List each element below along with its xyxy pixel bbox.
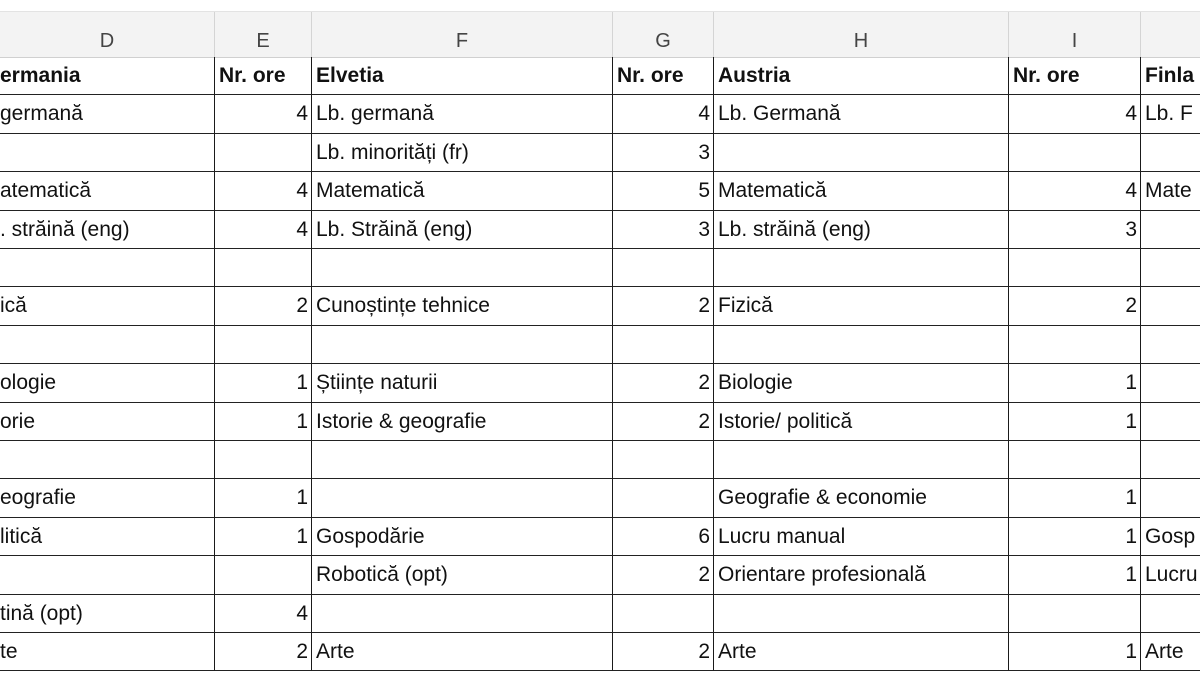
- cell-i[interactable]: [1009, 326, 1141, 364]
- table-row: [0, 595, 1200, 633]
- cell-e[interactable]: [215, 441, 312, 479]
- cell-grid: [0, 57, 1200, 675]
- cell-i[interactable]: 1: [1009, 479, 1141, 517]
- cell-d[interactable]: [0, 326, 215, 364]
- cell-e[interactable]: 1: [215, 518, 312, 556]
- cell-g[interactable]: 4: [613, 95, 714, 133]
- header-cell-hours[interactable]: Nr. ore: [1009, 57, 1141, 95]
- cell-i[interactable]: 1: [1009, 364, 1141, 402]
- cell-e[interactable]: [215, 134, 312, 172]
- cell-h[interactable]: Fizică: [714, 287, 1009, 325]
- table-row: [0, 441, 1200, 479]
- column-header-d[interactable]: D: [0, 12, 215, 57]
- cell-f[interactable]: Istorie & geografie: [312, 403, 613, 441]
- cell-f[interactable]: [312, 249, 613, 287]
- cell-f[interactable]: [312, 441, 613, 479]
- cell-i[interactable]: 1: [1009, 633, 1141, 671]
- cell-d[interactable]: eografie: [0, 479, 215, 517]
- cell-j[interactable]: Lb. F: [1141, 95, 1200, 133]
- table-row: [0, 287, 1200, 325]
- header-cell-austria[interactable]: Austria: [714, 57, 1009, 95]
- cell-f[interactable]: [312, 326, 613, 364]
- cell-f[interactable]: [312, 479, 613, 517]
- cell-e[interactable]: 4: [215, 95, 312, 133]
- column-header-f[interactable]: F: [312, 12, 613, 57]
- column-header-j[interactable]: [1141, 12, 1200, 57]
- cell-d[interactable]: tină (opt): [0, 595, 215, 633]
- cell-f[interactable]: Robotică (opt): [312, 556, 613, 594]
- table-row: [0, 633, 1200, 671]
- cell-d[interactable]: . străină (eng): [0, 211, 215, 249]
- cell-j[interactable]: Arte: [1141, 633, 1200, 671]
- table-row: [0, 479, 1200, 517]
- header-cell-hours[interactable]: Nr. ore: [215, 57, 312, 95]
- cell-e[interactable]: 1: [215, 403, 312, 441]
- cell-h[interactable]: [714, 441, 1009, 479]
- cell-h[interactable]: Matematică: [714, 172, 1009, 210]
- column-header-g[interactable]: G: [613, 12, 714, 57]
- header-cell-hours[interactable]: Nr. ore: [613, 57, 714, 95]
- cell-j[interactable]: [1141, 326, 1200, 364]
- cell-e[interactable]: 4: [215, 211, 312, 249]
- cell-g[interactable]: 2: [613, 633, 714, 671]
- cell-i[interactable]: 1: [1009, 556, 1141, 594]
- table-row: [0, 211, 1200, 249]
- table-row: [0, 518, 1200, 556]
- cell-j[interactable]: Lucru: [1141, 556, 1200, 594]
- cell-j[interactable]: Gosp: [1141, 518, 1200, 556]
- cell-f[interactable]: Lb. germană: [312, 95, 613, 133]
- cell-j[interactable]: [1141, 479, 1200, 517]
- cell-d[interactable]: ică: [0, 287, 215, 325]
- cell-e[interactable]: 4: [215, 595, 312, 633]
- cell-e[interactable]: 2: [215, 633, 312, 671]
- table-row: [0, 134, 1200, 172]
- cell-j[interactable]: [1141, 403, 1200, 441]
- cell-h[interactable]: [714, 134, 1009, 172]
- cell-i[interactable]: 3: [1009, 211, 1141, 249]
- cell-i[interactable]: 2: [1009, 287, 1141, 325]
- cell-f[interactable]: Lb. minorități (fr): [312, 134, 613, 172]
- cell-g[interactable]: 5: [613, 172, 714, 210]
- cell-i[interactable]: [1009, 441, 1141, 479]
- cell-h[interactable]: [714, 595, 1009, 633]
- cell-h[interactable]: [714, 249, 1009, 287]
- cell-e[interactable]: 1: [215, 364, 312, 402]
- cell-h[interactable]: Lb. străină (eng): [714, 211, 1009, 249]
- table-header-row: [0, 57, 1200, 95]
- cell-h[interactable]: [714, 326, 1009, 364]
- cell-i[interactable]: 1: [1009, 403, 1141, 441]
- cell-d[interactable]: litică: [0, 518, 215, 556]
- cell-g[interactable]: [613, 249, 714, 287]
- column-header-e[interactable]: E: [215, 12, 312, 57]
- cell-d[interactable]: orie: [0, 403, 215, 441]
- cell-h[interactable]: Orientare profesională: [714, 556, 1009, 594]
- cell-d[interactable]: [0, 441, 215, 479]
- cell-j[interactable]: Mate: [1141, 172, 1200, 210]
- cell-j[interactable]: [1141, 134, 1200, 172]
- table-row: [0, 556, 1200, 594]
- cell-f[interactable]: Arte: [312, 633, 613, 671]
- cell-f[interactable]: Gospodărie: [312, 518, 613, 556]
- cell-j[interactable]: [1141, 595, 1200, 633]
- cell-e[interactable]: [215, 326, 312, 364]
- cell-g[interactable]: 2: [613, 403, 714, 441]
- header-cell-germania[interactable]: ermania: [0, 57, 215, 95]
- cell-g[interactable]: [613, 326, 714, 364]
- cell-h[interactable]: Geografie & economie: [714, 479, 1009, 517]
- cell-g[interactable]: [613, 595, 714, 633]
- cell-g[interactable]: 2: [613, 364, 714, 402]
- cell-h[interactable]: Lucru manual: [714, 518, 1009, 556]
- cell-g[interactable]: 6: [613, 518, 714, 556]
- cell-f[interactable]: Lb. Străină (eng): [312, 211, 613, 249]
- cell-d[interactable]: [0, 249, 215, 287]
- header-cell-elvetia[interactable]: Elvetia: [312, 57, 613, 95]
- table-row: [0, 364, 1200, 402]
- cell-f[interactable]: Științe naturii: [312, 364, 613, 402]
- cell-g[interactable]: 3: [613, 134, 714, 172]
- cell-i[interactable]: 4: [1009, 172, 1141, 210]
- table-row: [0, 326, 1200, 364]
- cell-d[interactable]: ologie: [0, 364, 215, 402]
- cell-d[interactable]: [0, 134, 215, 172]
- cell-i[interactable]: [1009, 249, 1141, 287]
- cell-e[interactable]: 4: [215, 172, 312, 210]
- cell-j[interactable]: [1141, 249, 1200, 287]
- cell-e[interactable]: 1: [215, 479, 312, 517]
- cell-g[interactable]: [613, 441, 714, 479]
- cell-h[interactable]: Biologie: [714, 364, 1009, 402]
- toolbar-edge: [0, 0, 1200, 12]
- cell-g[interactable]: 3: [613, 211, 714, 249]
- cell-g[interactable]: 2: [613, 556, 714, 594]
- cell-d[interactable]: [0, 556, 215, 594]
- cell-f[interactable]: Cunoștințe tehnice: [312, 287, 613, 325]
- cell-d[interactable]: germană: [0, 95, 215, 133]
- cell-i[interactable]: [1009, 595, 1141, 633]
- cell-j[interactable]: [1141, 211, 1200, 249]
- cell-g[interactable]: [613, 479, 714, 517]
- table-row: [0, 172, 1200, 210]
- cell-i[interactable]: [1009, 134, 1141, 172]
- cell-i[interactable]: 4: [1009, 95, 1141, 133]
- cell-g[interactable]: 2: [613, 287, 714, 325]
- cell-f[interactable]: Matematică: [312, 172, 613, 210]
- cell-e[interactable]: [215, 556, 312, 594]
- cell-j[interactable]: [1141, 287, 1200, 325]
- cell-h[interactable]: Istorie/ politică: [714, 403, 1009, 441]
- table-row: [0, 95, 1200, 133]
- column-header-bar: [0, 12, 1200, 58]
- cell-d[interactable]: te: [0, 633, 215, 671]
- cell-h[interactable]: Arte: [714, 633, 1009, 671]
- header-cell-finland[interactable]: Finla: [1141, 57, 1200, 95]
- cell-e[interactable]: 2: [215, 287, 312, 325]
- cell-h[interactable]: Lb. Germană: [714, 95, 1009, 133]
- cell-j[interactable]: [1141, 364, 1200, 402]
- column-header-h[interactable]: H: [714, 12, 1009, 57]
- table-row: [0, 403, 1200, 441]
- cell-d[interactable]: atematică: [0, 172, 215, 210]
- table-row: [0, 249, 1200, 287]
- cell-e[interactable]: [215, 249, 312, 287]
- column-header-i[interactable]: I: [1009, 12, 1141, 57]
- cell-j[interactable]: [1141, 441, 1200, 479]
- cell-f[interactable]: [312, 595, 613, 633]
- cell-i[interactable]: 1: [1009, 518, 1141, 556]
